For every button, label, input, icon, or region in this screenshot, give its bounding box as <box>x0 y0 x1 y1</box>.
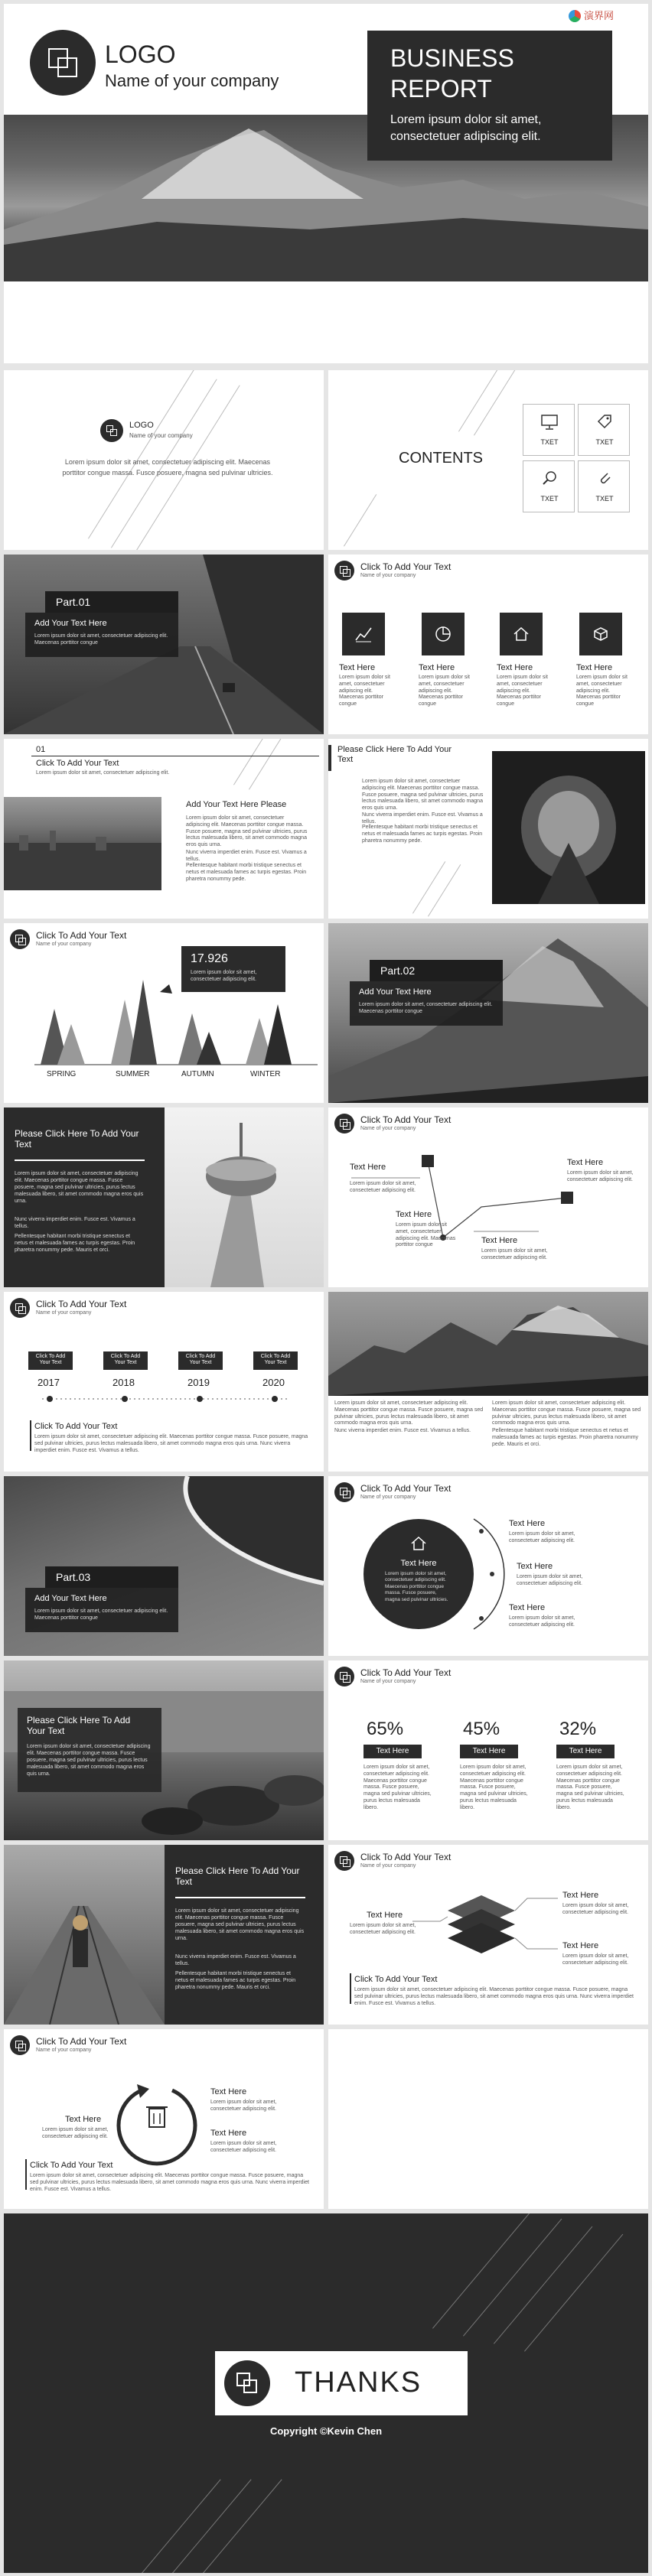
slide-nodes <box>328 1107 648 1287</box>
cover-logo-text: LOGO <box>105 41 176 68</box>
cover-title-line2: REPORT <box>390 75 492 102</box>
contents-item-label: TXET <box>540 495 559 503</box>
stat-label-box-1 <box>363 1745 422 1758</box>
timeline-box-1 <box>28 1351 73 1370</box>
s15-body: Lorem ipsum dolor sit amet, consectetuer adipiscing elit. Maecenas porttitor congue massa. Fusce posuere, magna sed pulvinar ultricies, purus lectus malesuada libero, sit amet commodo magna eros quis urna. <box>27 1744 151 1778</box>
s5-sub: Lorem ipsum dolor sit amet, consectetuer adipiscing elit. <box>36 770 170 776</box>
intro-logo-text: LOGO <box>129 421 154 430</box>
layer-right-label-2: Text Here <box>562 1941 599 1950</box>
home-icon <box>409 1534 428 1553</box>
header-logo-icon <box>10 1298 30 1318</box>
s19-bottom-body: Lorem ipsum dolor sit amet, consectetuer adipiscing elit. Maecenas porttitor congue massa. Fusce posuere, magna sed pulvinar ultricies, purus lectus malesuada libero, sit amet commodo magna eros quis urna. Nunc viverra imperdiet enim. Fusce est. Vivamus a tellus. <box>30 2173 309 2192</box>
slide-contents <box>328 370 648 550</box>
intro-body: Lorem ipsum dolor sit amet, consectetuer adipiscing elit. Maecenas porttitor congue massa. Fusce posuere, magna sed pulvinar ultricies. <box>62 458 273 476</box>
thanks-title: THANKS <box>295 2366 422 2399</box>
pie-icon <box>434 625 452 643</box>
timeline-year-4: 2020 <box>262 1377 285 1388</box>
circle-title: Text Here <box>400 1559 437 1568</box>
s12-p3: Nunc viverra imperdiet enim. Fusce est. Vivamus a tellus. <box>334 1428 471 1433</box>
node-label-1: Text Here <box>350 1163 386 1172</box>
slide-subtitle: Name of your company <box>360 1495 416 1500</box>
s12-p4: Pellentesque habitant morbi tristique senectus et netus et malesuada fames ac turpis egestas. Proin pharetra nonummy pede. Mauris et orci. <box>492 1428 639 1447</box>
contents-item-2[interactable] <box>578 404 630 456</box>
slide-timeline <box>4 1292 324 1472</box>
slide-layers <box>328 1845 648 2025</box>
part03-body: Lorem ipsum dolor sit amet, consectetuer adipiscing elit. Maecenas porttitor congue <box>34 1608 168 1621</box>
slide-subtitle: Name of your company <box>36 942 92 947</box>
slide-title: Click To Add Your Text <box>360 1114 452 1125</box>
layer-left-body: Lorem ipsum dolor sit amet, consectetuer adipiscing elit. <box>350 1923 416 1935</box>
s6-p3: Pellentesque habitant morbi tristique senectus et netus et malesuada fames ac turpis egestas. Proin pharetra nonummy pede. <box>362 825 483 844</box>
slide-circle <box>328 1476 648 1656</box>
watermark-text: 演界网 <box>584 10 615 21</box>
recycle-right-body-1: Lorem ipsum dolor sit amet, consectetuer adipiscing elit. <box>210 2100 277 2112</box>
s17-p3: Pellentesque habitant morbi tristique senectus et netus et malesuada fames ac turpis egestas. Proin pharetra nonummy pede. Mauris et orci. <box>175 1971 296 1991</box>
s7-callout-text: Lorem ipsum dolor sit amet, consectetuer adipiscing elit. <box>191 970 257 983</box>
part02-label: Part.02 <box>380 964 416 977</box>
slide-subtitle: Name of your company <box>360 1863 416 1869</box>
icon-tile-1 <box>342 613 385 655</box>
circle-body: Lorem ipsum dolor sit amet, consectetuer adipiscing elit. Maecenas porttitor congue massa. Fusce posuere, magna sed pulvinar ultricies. <box>385 1571 448 1602</box>
part03-text-box <box>25 1588 178 1632</box>
part01-title: Add Your Text Here <box>34 619 107 628</box>
thanks-box <box>215 2351 468 2415</box>
part01-text-box <box>25 613 178 657</box>
part03-label-box <box>45 1566 178 1588</box>
slide-title: Click To Add Your Text <box>36 930 127 941</box>
timeline-box-2 <box>103 1351 148 1370</box>
s17-p1: Lorem ipsum dolor sit amet, consectetuer adipiscing elit. Maecenas porttitor congue massa. Fusce posuere, magna sed pulvinar ultricies, purus lectus malesuada libero, sit amet commodo magna eros quis urna. <box>175 1908 305 1942</box>
contents-title: CONTENTS <box>399 450 483 467</box>
slide-seasons <box>4 923 324 1103</box>
timeline-box-text: Click To Add Your Text <box>185 1354 216 1366</box>
layer-right-body-1: Lorem ipsum dolor sit amet, consectetuer adipiscing elit. <box>562 1903 629 1915</box>
s5-p3: Pellentesque habitant morbi tristique senectus et netus et malesuada fames ac turpis egestas. Proin pharetra nonummy pede. <box>186 863 307 882</box>
slide-tower <box>4 1107 324 1287</box>
icon-body-2: Lorem ipsum dolor sit amet, consectetuer adipiscing elit. Maecenas porttitor congue <box>419 675 470 707</box>
s9-p1: Lorem ipsum dolor sit amet, consectetuer adipiscing elit. Maecenas porttitor congue massa. Fusce posuere, magna sed pulvinar ultricies, purus lectus malesuada libero, sit amet commodo magna eros quis urna. <box>15 1171 144 1205</box>
layer-right-body-2: Lorem ipsum dolor sit amet, consectetuer adipiscing elit. <box>562 1953 629 1966</box>
watermark-logo <box>562 7 647 27</box>
tower-photo <box>165 1107 324 1287</box>
header-logo-icon <box>334 561 354 581</box>
contents-item-label: TXET <box>595 495 614 503</box>
s6-title-box <box>328 745 474 771</box>
thanks-copyright: Copyright ©Kevin Chen <box>269 2425 383 2437</box>
contents-item-label: TXET <box>595 438 614 446</box>
slide-intro <box>4 370 324 550</box>
node-label-4: Text Here <box>481 1236 518 1245</box>
slide-subtitle: Name of your company <box>360 1126 416 1131</box>
trash-icon <box>149 2109 165 2127</box>
stat-label: Text Here <box>376 1747 409 1755</box>
s9-p2: Nunc viverra imperdiet enim. Fusce est. Vivamus a tellus. <box>15 1217 135 1230</box>
stat-label: Text Here <box>569 1747 602 1755</box>
node-body-2: Lorem ipsum dolor sit amet, consectetuer adipiscing elit. <box>567 1170 634 1182</box>
intro-logo-icon <box>100 419 123 442</box>
contents-item-3[interactable] <box>523 460 575 512</box>
contents-item-1[interactable] <box>523 404 575 456</box>
s17-p2: Nunc viverra imperdiet enim. Fusce est. Vivamus a tellus. <box>175 1954 296 1967</box>
header-logo-icon <box>334 1667 354 1686</box>
circle-item-label-1: Text Here <box>509 1519 546 1528</box>
tunnel-photo <box>492 751 645 904</box>
circle-item-body-1: Lorem ipsum dolor sit amet, consectetuer adipiscing elit. <box>509 1531 575 1543</box>
stat-body-2: Lorem ipsum dolor sit amet, consectetuer adipiscing elit. Maecenas porttitor congue massa. Fusce posuere, magna sed pulvinar ultricies, purus lectus malesuada libero. <box>460 1764 528 1810</box>
slide-part03 <box>4 1476 324 1656</box>
monitor-icon <box>540 414 559 431</box>
recycle-right-label-2: Text Here <box>210 2129 247 2138</box>
s15-title: Please Click Here To Add Your Text <box>27 1715 131 1736</box>
icon-label-1: Text Here <box>339 663 376 672</box>
part02-label-box <box>370 960 503 981</box>
stat-value-1: 65% <box>367 1719 404 1739</box>
timeline-box-3 <box>178 1351 223 1370</box>
s9-title: Please Click Here To Add Your Text <box>15 1128 139 1150</box>
node-body-4: Lorem ipsum dolor sit amet, consectetuer adipiscing elit. <box>481 1248 548 1260</box>
slide-subtitle: Name of your company <box>360 573 416 578</box>
circle-item-label-2: Text Here <box>517 1562 553 1571</box>
snow-mountain-photo <box>328 1292 648 1396</box>
stat-body-3: Lorem ipsum dolor sit amet, consectetuer adipiscing elit. Maecenas porttitor congue massa. Fusce posuere, magna sed pulvinar ultricies, purus lectus malesuada libero. <box>556 1764 624 1810</box>
node-body-1: Lorem ipsum dolor sit amet, consectetuer adipiscing elit. <box>350 1181 416 1193</box>
s18-bottom-body: Lorem ipsum dolor sit amet, consectetuer adipiscing elit. Maecenas porttitor congue massa. Fusce posuere, magna sed pulvinar ultricies, purus lectus malesuada libero, sit amet commodo magna eros quis urna. Nunc viverra imperdiet enim. Fusce est. Vivamus a tellus. <box>354 1987 634 2006</box>
intro-company: Name of your company <box>129 432 193 439</box>
s5-title: Click To Add Your Text <box>36 759 119 768</box>
s18-bottom-title: Click To Add Your Text <box>354 1975 438 1984</box>
slide-rails <box>4 1845 324 2025</box>
timeline-dots <box>4 1391 324 1407</box>
s9-p3: Pellentesque habitant morbi tristique senectus et netus et malesuada fames ac turpis egestas. Proin pharetra nonummy pede. Mauris et orci. <box>15 1234 135 1254</box>
recycle-right-label-1: Text Here <box>210 2087 247 2096</box>
s6-p2: Nunc viverra imperdiet enim. Fusce est. Vivamus a tellus. <box>362 812 483 825</box>
s6-title: Please Click Here To Add Your Text <box>337 745 452 764</box>
timeline-box-text: Click To Add Your Text <box>35 1354 66 1366</box>
timeline-box-text: Click To Add Your Text <box>260 1354 291 1366</box>
contents-item-4[interactable] <box>578 460 630 512</box>
icon-tile-4 <box>579 613 622 655</box>
timeline-year-3: 2019 <box>187 1377 210 1388</box>
slide-mountain-strip <box>328 1292 648 1472</box>
slide-title: Click To Add Your Text <box>360 1667 452 1678</box>
cover-company: Name of your company <box>105 71 279 90</box>
node-label-3: Text Here <box>396 1210 432 1219</box>
slide-recycle <box>4 2029 324 2209</box>
timeline-year-1: 2017 <box>37 1377 60 1388</box>
railway-photo <box>4 1845 165 2025</box>
node-label-2: Text Here <box>567 1158 604 1167</box>
circle-item-body-3: Lorem ipsum dolor sit amet, consectetuer adipiscing elit. <box>509 1615 575 1628</box>
recycle-left-label: Text Here <box>65 2115 102 2124</box>
part02-title: Add Your Text Here <box>359 987 432 997</box>
timeline-box-4 <box>253 1351 298 1370</box>
season-label-2: SUMMER <box>116 1070 150 1078</box>
s6-p1: Lorem ipsum dolor sit amet, consectetuer adipiscing elit. Maecenas porttitor congue massa. Fusce posuere, magna sed pulvinar ultricies, purus lectus malesuada libero, sit amet commodo magna eros quis urna. <box>362 779 484 811</box>
slide-city <box>4 739 324 919</box>
recycle-right-body-2: Lorem ipsum dolor sit amet, consectetuer adipiscing elit. <box>210 2141 277 2153</box>
icon-body-1: Lorem ipsum dolor sit amet, consectetuer adipiscing elit. Maecenas porttitor congue <box>339 675 390 707</box>
circle-item-body-2: Lorem ipsum dolor sit amet, consectetuer adipiscing elit. <box>517 1574 583 1586</box>
slide-part01 <box>4 555 324 734</box>
season-label-1: SPRING <box>47 1070 77 1078</box>
layer-right-label-1: Text Here <box>562 1891 599 1900</box>
s17-dark-panel <box>165 1845 324 2025</box>
s12-p2: Lorem ipsum dolor sit amet, consectetuer adipiscing elit. Maecenas porttitor congue massa. Fusce posuere, magna sed pulvinar ultricies, purus lectus malesuada libero, sit amet commodo magna eros quis urna. <box>492 1400 641 1426</box>
slide-subtitle: Name of your company <box>36 2047 92 2053</box>
icon-label-3: Text Here <box>497 663 533 672</box>
box-icon <box>592 625 610 643</box>
timeline-box-text: Click To Add Your Text <box>110 1354 141 1366</box>
city-photo <box>4 797 161 890</box>
s17-title: Please Click Here To Add Your Text <box>175 1865 300 1887</box>
stat-label-box-3 <box>556 1745 615 1758</box>
season-label-3: AUTUMN <box>181 1070 214 1078</box>
cover-title-box <box>367 31 612 161</box>
stat-label: Text Here <box>472 1747 506 1755</box>
logo-circle-icon <box>30 30 96 96</box>
part02-body: Lorem ipsum dolor sit amet, consectetuer adipiscing elit. Maecenas porttitor congue <box>359 1002 493 1015</box>
s5-p2: Nunc viverra imperdiet enim. Fusce est. Vivamus a tellus. <box>186 850 307 862</box>
slide-subtitle: Name of your company <box>36 1310 92 1316</box>
icon-label-2: Text Here <box>419 663 455 672</box>
icon-label-4: Text Here <box>576 663 613 672</box>
node-body-3: Lorem ipsum dolor sit amet, consectetuer adipiscing elit. Maecenas porttitor congue <box>396 1222 456 1248</box>
part02-text-box <box>350 981 503 1026</box>
season-label-4: WINTER <box>250 1070 281 1078</box>
icon-body-3: Lorem ipsum dolor sit amet, consectetuer adipiscing elit. Maecenas porttitor congue <box>497 675 548 707</box>
s15-box <box>18 1708 161 1792</box>
slide-rocks <box>4 1660 324 1840</box>
s19-bottom-title: Click To Add Your Text <box>30 2161 113 2170</box>
s5-p1: Lorem ipsum dolor sit amet, consectetuer adipiscing elit. Maecenas porttitor congue massa. Fusce posuere, magna sed pulvinar ultricies, purus lectus malesuada libero, sit amet commodo magna eros quis urna. <box>186 815 308 847</box>
part03-title: Add Your Text Here <box>34 1594 107 1603</box>
slide-cover <box>4 4 648 363</box>
timeline-year-2: 2018 <box>112 1377 135 1388</box>
slide-part02 <box>328 923 648 1103</box>
stat-value-3: 32% <box>559 1719 597 1739</box>
center-circle <box>363 1519 474 1629</box>
contents-item-label: TXET <box>540 438 559 446</box>
recycle-left-body: Lorem ipsum dolor sit amet, consectetuer adipiscing elit. <box>42 2127 109 2139</box>
stat-value-2: 45% <box>463 1719 500 1739</box>
part01-label: Part.01 <box>56 596 91 608</box>
search-icon <box>540 469 559 487</box>
thanks-logo-icon <box>224 2360 270 2406</box>
cover-subtitle: Lorem ipsum dolor sit amet, consectetuer adipiscing elit. <box>390 113 542 143</box>
layer-left-label: Text Here <box>367 1911 403 1920</box>
slide-title: Click To Add Your Text <box>360 1852 452 1862</box>
icon-tile-3 <box>500 613 543 655</box>
s5-num: 01 <box>36 745 46 754</box>
tag-icon <box>595 412 614 431</box>
part03-label: Part.03 <box>56 1571 91 1583</box>
slide-thanks <box>4 2213 648 2573</box>
slide-stats <box>328 1660 648 1840</box>
home-icon <box>512 625 530 643</box>
part01-label-box <box>45 591 178 613</box>
part01-body: Lorem ipsum dolor sit amet, consectetuer adipiscing elit. Maecenas porttitor congue <box>34 633 168 646</box>
slide-title: Click To Add Your Text <box>360 561 452 572</box>
s12-p1: Lorem ipsum dolor sit amet, consectetuer adipiscing elit. Maecenas porttitor congue massa. Fusce posuere, magna sed pulvinar ultricies, purus lectus malesuada libero, sit amet commodo magna eros quis urna. <box>334 1400 484 1426</box>
paperclip-icon <box>595 469 614 487</box>
slide-title: Click To Add Your Text <box>36 1299 127 1309</box>
s11-bottom-title: Click To Add Your Text <box>34 1422 118 1431</box>
s9-dark-panel <box>4 1107 165 1287</box>
slide-title: Click To Add Your Text <box>360 1483 452 1494</box>
slide-tunnel <box>328 739 648 919</box>
cover-title-line1: BUSINESS <box>390 44 514 72</box>
s7-value: 17.926 <box>191 952 228 965</box>
stat-label-box-2 <box>460 1745 518 1758</box>
slide-four-icons <box>328 555 648 734</box>
circle-item-label-3: Text Here <box>509 1603 546 1612</box>
watermark-icon <box>569 10 581 22</box>
slide-subtitle: Name of your company <box>360 1679 416 1684</box>
slide-blank <box>328 2029 648 2209</box>
s5-head: Add Your Text Here Please <box>186 800 287 809</box>
icon-tile-2 <box>422 613 465 655</box>
s11-bottom-body: Lorem ipsum dolor sit amet, consectetuer adipiscing elit. Maecenas porttitor congue massa. Fusce posuere, magna sed pulvinar ultricies, purus lectus malesuada libero, sit amet commodo magna eros quis urna. Nunc viverra imperdiet enim. Fusce est. Vivamus a tellus. <box>34 1434 308 1453</box>
stat-body-1: Lorem ipsum dolor sit amet, consectetuer adipiscing elit. Maecenas porttitor congue massa. Fusce posuere, magna sed pulvinar ultricies, purus lectus malesuada libero. <box>363 1764 432 1810</box>
slide-title: Click To Add Your Text <box>36 2036 127 2047</box>
chart-icon <box>354 625 373 643</box>
icon-body-4: Lorem ipsum dolor sit amet, consectetuer adipiscing elit. Maecenas porttitor congue <box>576 675 628 707</box>
